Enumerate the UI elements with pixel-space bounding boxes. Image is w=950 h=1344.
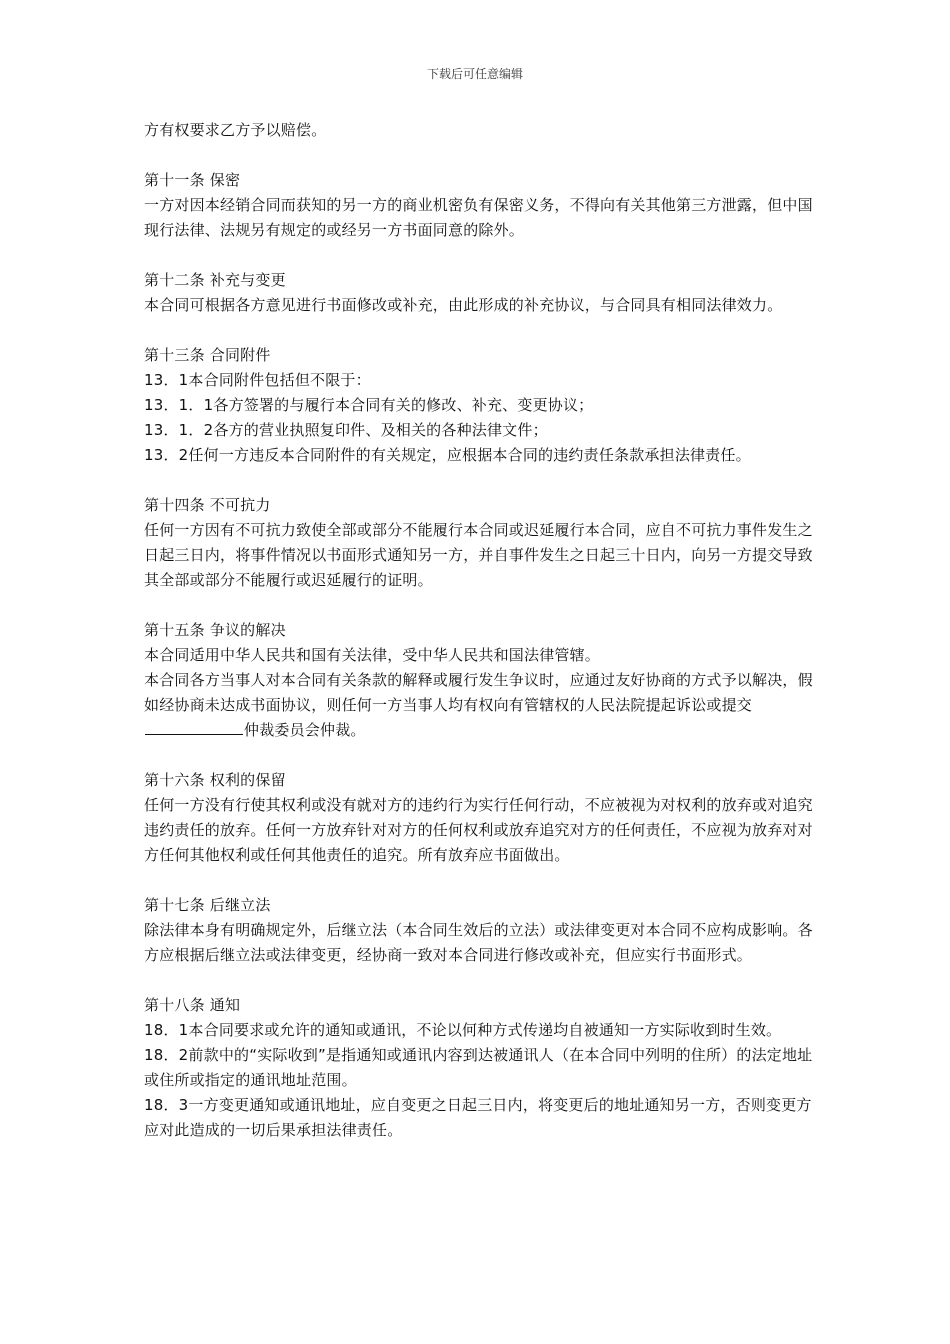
section-14-para: 任何一方因有不可抗力致使全部或部分不能履行本合同或迟延履行本合同，应自不可抗力事件发生之日起三日内，将事件情况以书面形式通知另一方，并自事件发生之日起三十日内，向另一方提交导致其全部或部分不能履行或迟延履行的证明。 (144, 521, 813, 589)
section-16-para: 任何一方没有行使其权利或没有就对方的违约行为实行任何行动，不应被视为对权利的放弃或对追究违约责任的放弃。任何一方放弃针对对方的任何权利或放弃追究对方的任何责任，不应视为放弃对对方任何其他权利或任何其他责任的追究。所有放弃应书面做出。 (144, 796, 813, 864)
page-header: 下载后可任意编辑 (426, 67, 523, 81)
dispute-text-before-blank: 本合同各方当事人对本合同有关条款的解释或履行发生争议时，应通过友好协商的方式予以解决，假如经协商未达成书面协议，则任何一方当事人均有权向有管辖权的人民法院提起诉讼或提交 (144, 671, 813, 714)
section-13-item-1-1: 13．1．1各方签署的与履行本合同有关的修改、补充、变更协议； (144, 396, 594, 414)
section-13-item-1-2: 13．1．2各方的营业执照复印件、及相关的各种法律文件； (144, 421, 548, 439)
section-17-para: 除法律本身有明确规定外，后继立法（本合同生效后的立法）或法律变更对本合同不应构成影响。各方应根据后继立法或法律变更，经协商一致对本合同进行修改或补充，但应实行书面形式。 (144, 921, 813, 964)
section-13-item-1: 13．1本合同附件包括但不限于： (144, 371, 371, 389)
section-18-item-2: 18．2前款中的“实际收到”是指通知或通讯内容到达被通讯人（在本合同中列明的住所）的法定地址或住所或指定的通讯地址范围。 (144, 1046, 813, 1089)
section-13-item-2: 13．2任何一方违反本合同附件的有关规定，应根据本合同的违约责任条款承担法律责任。 (144, 446, 751, 464)
section-15-para-1: 本合同适用中华人民共和国有关法律，受中华人民共和国法律管辖。 (144, 646, 601, 664)
section-12-title: 第十二条 补充与变更 (144, 271, 286, 289)
section-18-title: 第十八条 通知 (144, 996, 241, 1014)
section-16-title: 第十六条 权利的保留 (144, 771, 286, 789)
intro-paragraph: 方有权要求乙方予以赔偿。 (144, 121, 327, 139)
section-15-para-2 (144, 668, 814, 743)
section-18-item-3: 18．3一方变更通知或通讯地址，应自变更之日起三日内，将变更后的地址通知另一方，否则变更方应对此造成的一切后果承担法律责任。 (144, 1096, 812, 1139)
document-body (144, 118, 814, 1143)
section-15-title: 第十五条 争议的解决 (144, 621, 286, 639)
section-17-title: 第十七条 后继立法 (144, 896, 271, 914)
section-11-para: 一方对因本经销合同而获知的另一方的商业机密负有保密义务，不得向有关其他第三方泄露，但中国现行法律、法规另有规定的或经另一方书面同意的除外。 (144, 196, 813, 239)
section-14-title: 第十四条 不可抗力 (144, 496, 271, 514)
arbitration-blank-line (145, 718, 243, 735)
section-11-title: 第十一条 保密 (144, 171, 241, 189)
section-18-item-1: 18．1本合同要求或允许的通知或通讯，不论以何种方式传递均自被通知一方实际收到时生效。 (144, 1021, 782, 1039)
section-12-para: 本合同可根据各方意见进行书面修改或补充，由此形成的补充协议，与合同具有相同法律效力。 (144, 296, 783, 314)
section-13-title: 第十三条 合同附件 (144, 346, 271, 364)
dispute-text-after-blank: 仲裁委员会仲裁。 (244, 721, 366, 739)
